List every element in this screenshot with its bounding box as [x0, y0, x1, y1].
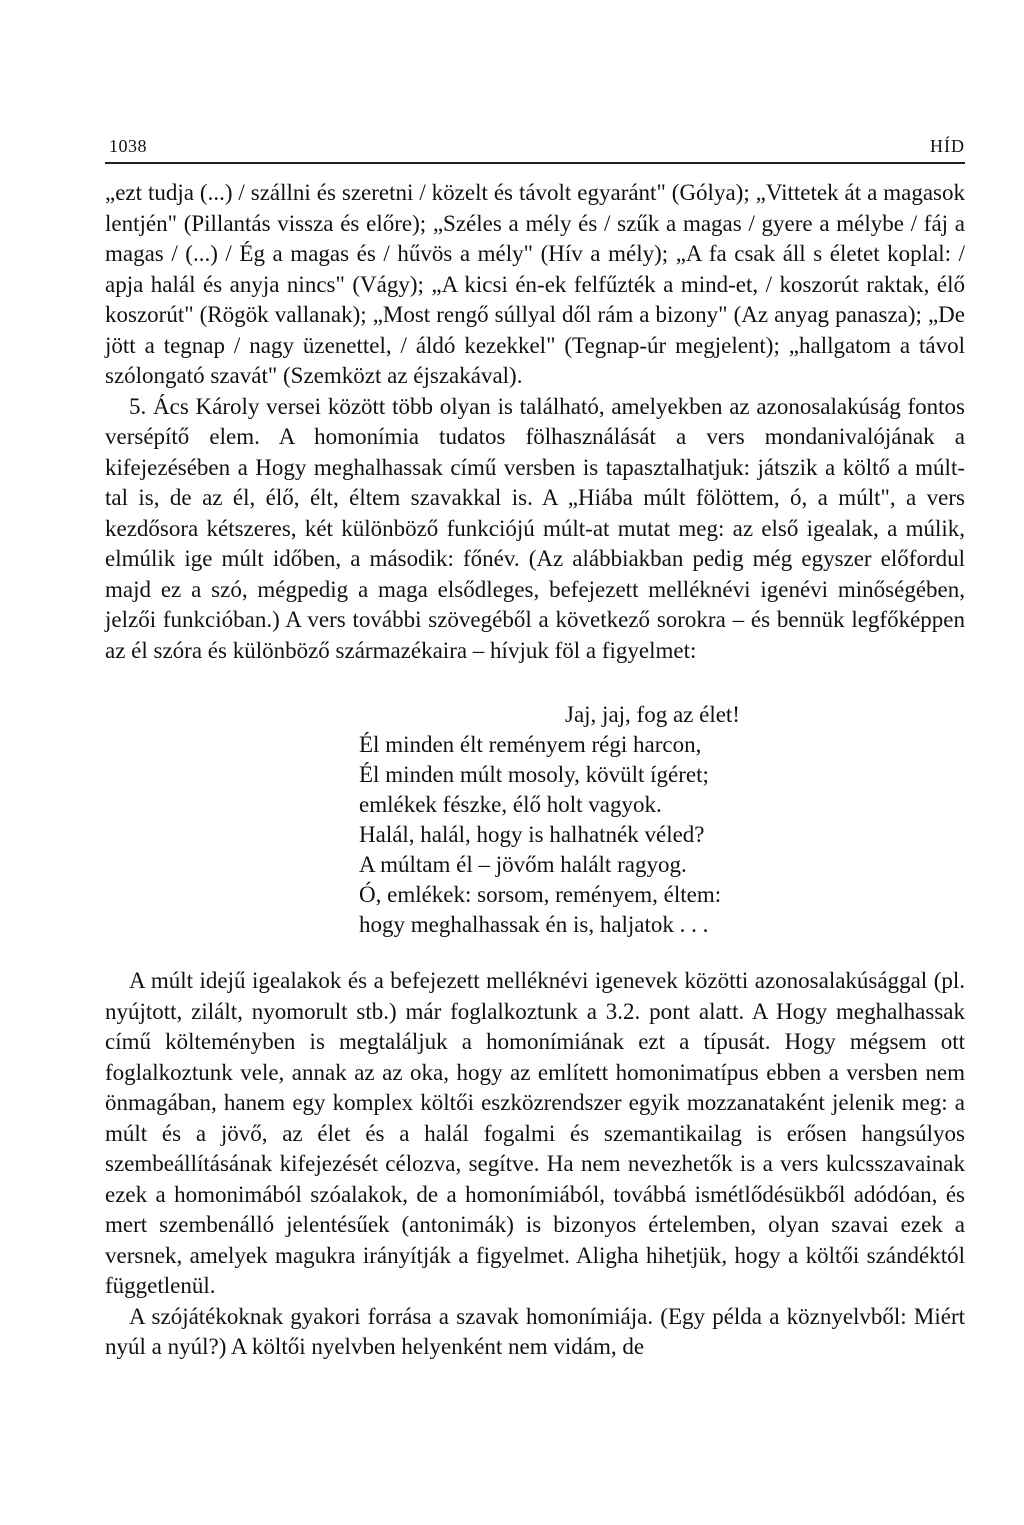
poem-line: Él minden múlt mosoly, kövült ígéret; — [359, 762, 709, 787]
running-head: HÍD — [930, 136, 965, 156]
paragraph: A múlt idejű igealakok és a befejezett melléknévi igenevek közötti azonosalakúsággal (pl. nyújtott, zilált, nyomorult stb.) már foglalkoztunk a 3.2. pont alatt. A Hogy meghalhassak című költeményben is megtaláljuk a homonímiának ezt a típusát. Hogy mégsem ott foglalkoztunk vele, annak az az oka, hogy az említett homonimatípus ebben a versben nem önmagában, hanem egy komplex költői eszközrendszer egyik mozzanataként jelenik meg: a múlt és a jövő, az élet és a halál fogalmi és szemantikailag is erősen hangsúlyos szembeállításának kifejezését célozva, segítve. Ha nem nevezhetők is a vers kulcsszavainak ezek a homonimából szóalakok, de a homonímiából, továbbá ismétlődésükből adódóan, és mert szembenálló jelentésűek (antonimák) is bizonyos értelemben, olyan szavai ezek a versnek, amelyek magukra irányítják a figyelmet. Aligha hihetjük, hogy a költői szándéktól függetlenül. — [105, 968, 965, 1298]
main-text — [105, 178, 965, 1363]
poem-line: emlékek fészke, élő holt vagyok. — [359, 792, 662, 817]
poem-line: Él minden élt reményem régi harcon, — [359, 732, 702, 757]
page-header — [105, 128, 965, 164]
paragraph: 5. Ács Károly versei között több olyan is található, amelyekben az azonosalakúság fontos versépítő elem. A homonímia tudatos fölhasználását a vers mondanivalójának a kifejezésében a Hogy meghalhassak című versben is tapasztalhatjuk: játszik a költő a múlt-tal is, de az él, élő, élt, éltem szavakkal is. A „Hiába múlt fölöttem, ó, a múlt", a vers kezdősora kétszeres, két különböző funkciójú múlt-at mutat meg: az első igealak, a múlik, elmúlik ige múlt időben, a második: főnév. (Az alábbiakban pedig még egyszer előfordul majd ez a szó, mégpedig a maga elsődleges, befejezett melléknévi igenévi minőségében, jelzői funkcióban.) A vers további szövegéből a következő sorokra – és bennük legfőképpen az él szóra és különböző származékaira – hívjuk föl a figyelmet: — [105, 393, 965, 663]
poem-line: hogy meghalhassak én is, haljatok . . . — [359, 912, 709, 937]
poem-line: Jaj, jaj, fog az élet! — [565, 702, 740, 727]
poem-line: A múltam él – jövőm halált ragyog. — [359, 852, 687, 877]
poem-quote — [359, 700, 965, 940]
paragraph: A szójátékoknak gyakori forrása a szavak homonímiája. (Egy példa a köznyelvből: Miért nyúl a nyúl?) A költői nyelvben helyenként nem vidám, de — [105, 1303, 965, 1359]
page-number: 1038 — [109, 136, 147, 156]
paragraph: „ezt tudja (...) / szállni és szeretni / közelt és távolt egyaránt" (Gólya); „Vittetek át a magasok lentjén" (Pillantás vissza és előre); „Széles a mély és / szűk a magas / gyere a mélybe / fáj a magas / (...) / Ég a magas és / hűvös a mély" (Hív a mély); „A fa csak áll s életet koplal: / apja halál és anyja nincs" (Vágy); „A kicsi én-ek felfűzték a mind-et, / koszorút raktak, élő koszorút" (Rögök vallanak); „Most rengő súllyal dől rám a bizony" (Az anyag panasza); „De jött a tegnap / nagy üzenettel, / áldó kezekkel" (Tegnap-úr megjelent); „hallgatom a távol szólongató szavát" (Szemközt az éjszakával). — [105, 180, 965, 388]
poem-line: Halál, halál, hogy is halhatnék véled? — [359, 822, 705, 847]
poem-line: Ó, emlékek: sorsom, reményem, éltem: — [359, 882, 722, 907]
